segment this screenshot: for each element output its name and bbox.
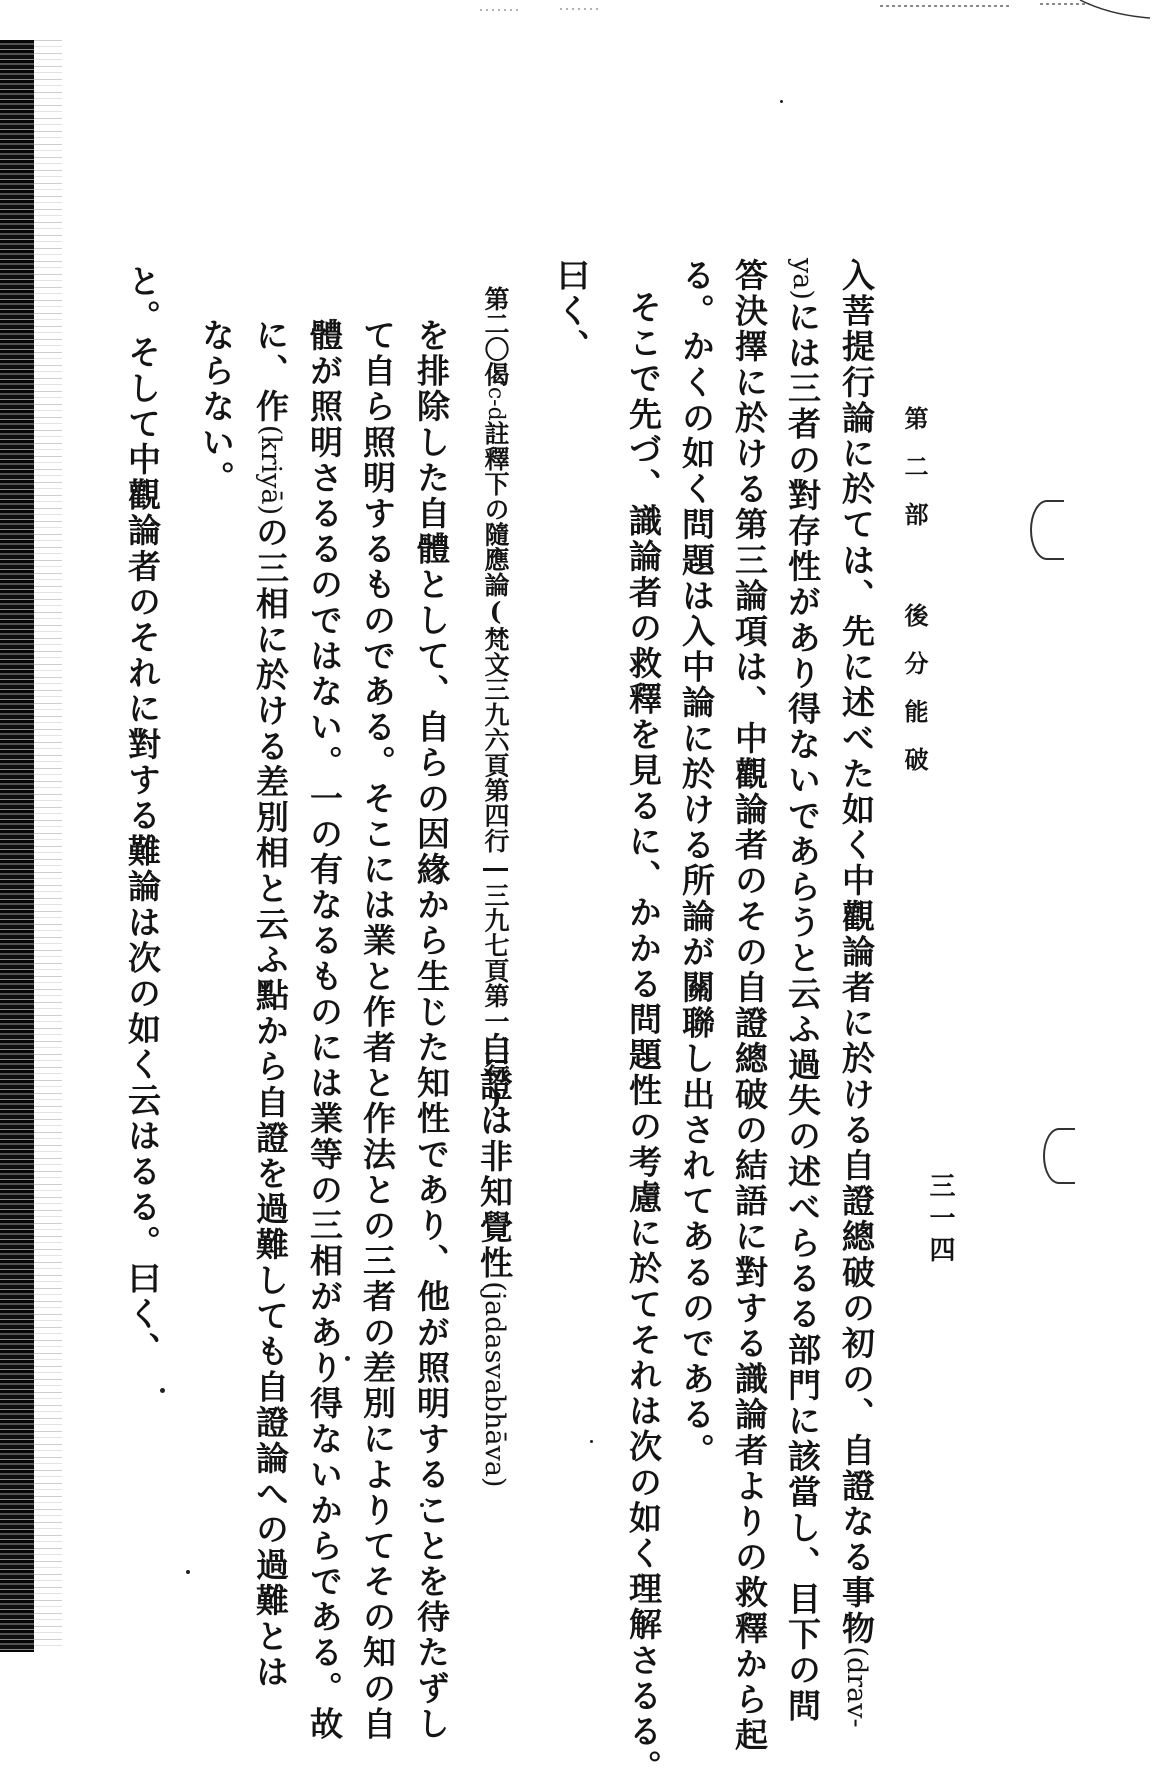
scan-speck: [160, 1388, 165, 1393]
scan-speck: [186, 1570, 190, 1574]
quote-column-5: [197, 318, 236, 496]
scan-speck: [780, 100, 783, 103]
quote-column-5-text: ならない。: [197, 318, 236, 496]
body-column-4: [677, 258, 716, 1469]
closing-column-text: と。そして中觀論者のそれに對する難論は次の如く云はるる。曰く、: [123, 264, 162, 1368]
body-column-6-text: 曰く、: [552, 258, 591, 365]
page-number: 三一四: [925, 1172, 955, 1268]
body-column-2: [783, 258, 822, 1724]
quote-column-4-text-after: の三相に於ける差別相と云ふ點から自證を過難しても自證論への過難とは: [251, 515, 290, 1690]
quote-column-4-latin: (kriyā): [255, 424, 286, 516]
quote-column-4: [251, 318, 290, 1690]
verse-column-tail: [475, 1032, 514, 1488]
body-column-3: [730, 258, 769, 1754]
verse-reference-source: 註釋下の隨應論(梵文三九六頁第四行―三九七頁第一二行): [481, 420, 510, 1114]
running-head: 第二部 後分能破: [900, 406, 929, 795]
quote-column-4-text: に、作: [251, 318, 290, 425]
body-column-1: [837, 258, 876, 1728]
body-column-2-text-after: には三者の對存性があり得ないであらうと云ふ過失の述べらるる部門に該當し、目下の問: [783, 299, 822, 1724]
quote-column-3-text: 體が照明さるるのではない。一の有なるものには業等の三相があり得ないからである。故: [305, 318, 344, 1742]
verse-column-tail-text: 自證は非知覺性: [475, 1032, 514, 1282]
verse-column-tail-latin: (jadasvabhāva): [479, 1281, 510, 1488]
verse-reference-latin: c-d: [483, 386, 508, 421]
scan-speck: [345, 1356, 350, 1361]
body-column-3-text: 答決擇に於ける第三論項は、中觀論者のその自證總破の結語に對する識論者よりの救釋から起: [730, 258, 769, 1754]
body-column-4-text: る。かくの如く問題は入中論に於ける所論が關聯し出されてあるのである。: [677, 258, 716, 1469]
quote-column-2: [358, 318, 397, 1742]
quote-column-3: [305, 318, 344, 1742]
quote-column-1: [412, 318, 451, 1742]
verse-reference-line: [483, 286, 508, 1113]
body-column-5-text: そこで先づ、識論者の救釋を見るに、かかる問題性の考慮に於てそれは次の如く理解さるる。: [624, 290, 663, 1785]
body-column-1-text: 入菩提行論に於ては、先に述べた如く中觀論者に於ける自證總破の初の、自證なる事物: [837, 258, 876, 1647]
closing-column: [123, 264, 162, 1368]
body-column-5: [624, 290, 663, 1785]
top-edge-marks: [0, 0, 1169, 40]
binding-edge-shadow: [0, 40, 34, 1652]
verse-reference-label: 第二〇偈: [481, 286, 510, 387]
body-column-6: [552, 258, 591, 365]
quote-column-1-text: を排除した自體として、自らの因緣から生じた知性であり、他が照明することを待たずし: [412, 318, 451, 1742]
body-column-1-latin: (drav-: [841, 1646, 872, 1728]
scan-speck: [590, 1440, 593, 1443]
scan-bracket-mark-top: [1030, 500, 1064, 560]
scan-bracket-mark-middle: [1043, 1128, 1075, 1184]
quote-column-2-text: て自ら照明するものである。そこには業と作者と作法との三者の差別によりてその知の自: [358, 318, 397, 1742]
body-column-2-latin: ya): [787, 258, 818, 300]
